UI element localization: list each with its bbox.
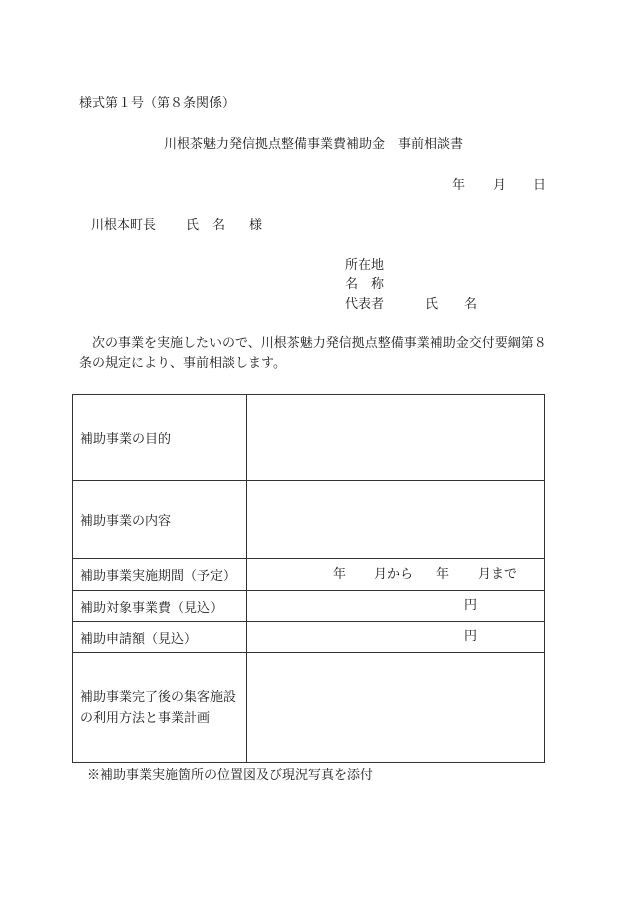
document-title: 川根茶魅力発信拠点整備事業費補助金 事前相談書 <box>164 137 464 152</box>
body-text: 次の事業を実施したいので、川根茶魅力発信拠点整備事業補助金交付要綱第８条の規定により、事前相談します。 <box>79 336 547 371</box>
amount-label: 補助申請額（見込） <box>73 622 247 653</box>
purpose-field[interactable] <box>247 395 545 481</box>
date-year-label: 年 <box>452 178 466 193</box>
cost-field[interactable] <box>247 591 545 622</box>
cost-label: 補助対象事業費（見込） <box>73 591 247 622</box>
plan-field[interactable] <box>247 653 545 763</box>
cost-unit: 円 <box>464 598 478 613</box>
content-field[interactable] <box>247 481 545 559</box>
purpose-label: 補助事業の目的 <box>73 395 247 481</box>
plan-label-line2: の利用方法と事業計画 <box>80 710 211 726</box>
amount-field[interactable] <box>247 622 545 653</box>
applicant-location-label: 所在地 <box>345 258 385 273</box>
addressee-office: 川根本町長 <box>91 218 157 233</box>
plan-label-line1: 補助事業完了後の集客施設 <box>80 689 237 705</box>
form-number: 様式第１号（第８条関係） <box>79 96 236 111</box>
consultation-form-table <box>72 394 545 763</box>
period-year-end: 年 <box>436 566 450 582</box>
period-month-until: 月まで <box>478 566 518 582</box>
applicant-representative-label: 代表者 <box>345 297 385 312</box>
plan-label <box>73 653 247 763</box>
addressee-honorific: 様 <box>249 218 263 233</box>
table-row-period <box>73 559 545 591</box>
amount-unit: 円 <box>464 629 478 644</box>
footnote: ※補助事業実施箇所の位置図及び現況写真を添付 <box>87 768 374 783</box>
table-row-cost <box>73 591 545 622</box>
period-field[interactable] <box>247 559 545 591</box>
date-day-label: 日 <box>533 178 547 193</box>
applicant-representative-name-label: 氏 名 <box>425 297 478 312</box>
period-year-start: 年 <box>333 566 347 582</box>
period-month-from: 月から <box>374 566 414 582</box>
date-month-label: 月 <box>493 178 507 193</box>
table-row-content <box>73 481 545 559</box>
table-row-amount <box>73 622 545 653</box>
table-row-plan <box>73 653 545 763</box>
table-row-purpose <box>73 395 545 481</box>
content-label: 補助事業の内容 <box>73 481 247 559</box>
applicant-name-label: 名 称 <box>345 277 385 292</box>
period-label: 補助事業実施期間（予定） <box>73 559 247 591</box>
addressee-name-label: 氏 名 <box>186 218 226 233</box>
